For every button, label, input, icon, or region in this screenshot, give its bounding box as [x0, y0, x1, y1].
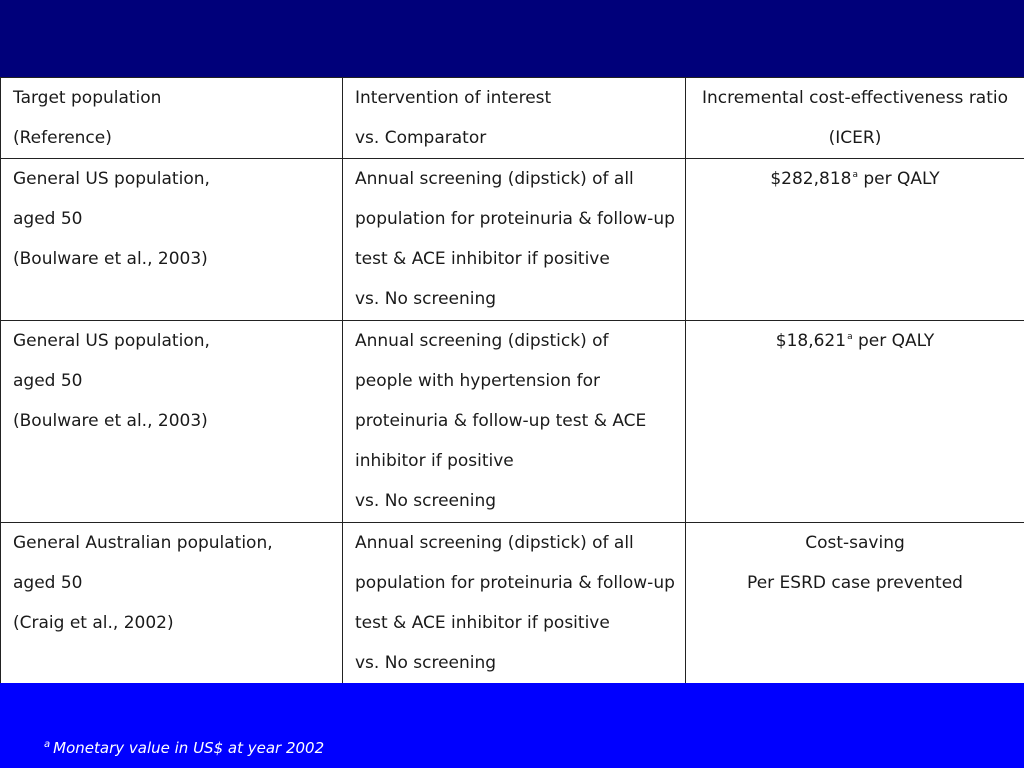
- cell-line: proteinuria & follow-up test & ACE: [355, 411, 647, 431]
- cell-line: Annual screening (dipstick) of: [355, 331, 609, 351]
- footnote-text: Monetary value in US$ at year 2002: [53, 739, 325, 757]
- icer-value-line: [698, 159, 1012, 199]
- cell-line: vs. No screening: [355, 289, 497, 309]
- intervention-cell: [343, 523, 686, 684]
- cell-line: inhibitor if positive: [355, 451, 514, 471]
- cell-line: aged 50: [13, 209, 83, 229]
- cell-line: vs. No screening: [355, 653, 497, 673]
- icer-cell: [686, 321, 1024, 523]
- cell-line: General Australian population,: [13, 533, 273, 553]
- intervention-cell: [343, 321, 686, 523]
- header-intervention: [343, 78, 686, 159]
- header-icer: [686, 78, 1024, 159]
- header-line: Incremental cost-effectiveness ratio: [701, 88, 1009, 108]
- cell-line: Per ESRD case prevented: [747, 573, 963, 593]
- footnote-marker: a: [847, 332, 853, 342]
- cell-line: population for proteinuria & follow-up: [355, 209, 675, 229]
- cell-line: Annual screening (dipstick) of all: [355, 533, 634, 553]
- cell-line: (Boulware et al., 2003): [13, 411, 208, 431]
- table-row: [1, 523, 1024, 684]
- table-row: [1, 321, 1024, 523]
- table-row: [1, 159, 1024, 321]
- header-line: Intervention of interest: [355, 88, 552, 108]
- cell-line: Annual screening (dipstick) of all: [355, 169, 634, 189]
- cell-line: Cost-saving: [805, 533, 905, 553]
- footnote: [44, 739, 324, 757]
- cell-line: General US population,: [13, 331, 210, 351]
- cell-line: (Craig et al., 2002): [13, 613, 174, 633]
- icer-value: $282,818: [770, 169, 852, 189]
- header-line: (ICER): [828, 128, 882, 148]
- cell-line: test & ACE inhibitor if positive: [355, 249, 610, 269]
- cell-line: aged 50: [13, 371, 83, 391]
- icer-cell: [686, 523, 1024, 684]
- icer-cell: [686, 159, 1024, 321]
- icer-unit: per QALY: [857, 169, 940, 189]
- footnote-marker: a: [852, 170, 858, 180]
- cell-line: population for proteinuria & follow-up: [355, 573, 675, 593]
- cell-line: (Boulware et al., 2003): [13, 249, 208, 269]
- population-cell: [1, 159, 343, 321]
- icer-value-line: [698, 321, 1012, 361]
- title-band: [0, 0, 1024, 77]
- table-header-row: [1, 78, 1024, 159]
- header-line: vs. Comparator: [355, 128, 487, 148]
- icer-unit: per QALY: [852, 331, 935, 351]
- icer-value: $18,621: [775, 331, 847, 351]
- cell-line: people with hypertension for: [355, 371, 601, 391]
- population-cell: [1, 321, 343, 523]
- cell-line: vs. No screening: [355, 491, 497, 511]
- header-line: Target population: [13, 88, 162, 108]
- icer-table: [0, 77, 1024, 684]
- cell-line: test & ACE inhibitor if positive: [355, 613, 610, 633]
- footnote-mark: a: [44, 739, 51, 750]
- header-line: (Reference): [13, 128, 112, 148]
- intervention-cell: [343, 159, 686, 321]
- header-target-population: [1, 78, 343, 159]
- cell-line: aged 50: [13, 573, 83, 593]
- cell-line: General US population,: [13, 169, 210, 189]
- population-cell: [1, 523, 343, 684]
